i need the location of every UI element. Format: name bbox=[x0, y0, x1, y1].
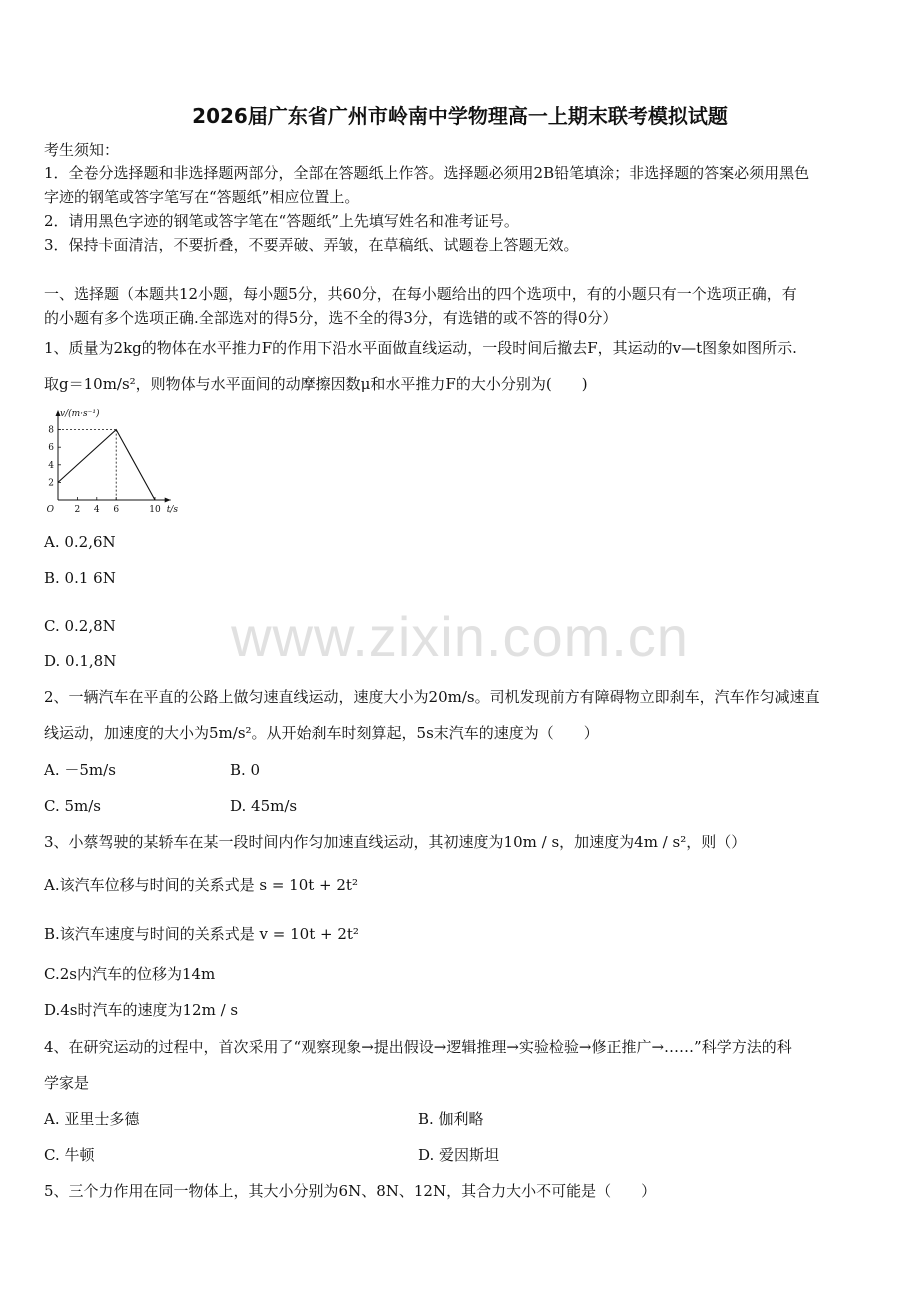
q1-text: 1、质量为2kg的物体在水平推力F的作用下沿水平面做直线运动，一段时间后撤去F，其运动的v—t图象如图所示. bbox=[44, 339, 797, 357]
q4-option-c: C. 牛顿 bbox=[44, 1146, 95, 1164]
q3-option-b: B.该汽车速度与时间的关系式是 v = 10t + 2t² bbox=[44, 925, 359, 943]
series-line bbox=[58, 430, 155, 500]
q1-text-cont: 取g＝10m/s²，则物体与水平面间的动摩擦因数μ和水平推力F的大小分别为( ) bbox=[44, 375, 588, 393]
q3-option-a: A.该汽车位移与时间的关系式是 s = 10t + 2t² bbox=[44, 876, 358, 894]
notice-line: 字迹的钢笔或答字笔写在“答题纸”相应位置上。 bbox=[44, 188, 360, 206]
watermark: www.zixin.com.cn bbox=[231, 605, 689, 668]
q2-text: 2、一辆汽车在平直的公路上做匀速直线运动，速度大小为20m/s。司机发现前方有障碍物立即刹车，汽车作匀减速直 bbox=[44, 688, 820, 706]
x-tick-label: 6 bbox=[113, 505, 120, 515]
q4-text: 4、在研究运动的过程中，首次采用了“观察现象→提出假设→逻辑推理→实验检验→修正推广→……”科学方法的科 bbox=[44, 1038, 792, 1056]
q1-option-a: A. 0.2,6N bbox=[44, 533, 116, 551]
q2-option-b: B. 0 bbox=[230, 761, 261, 779]
y-tick-label: 8 bbox=[48, 425, 54, 436]
q5-text: 5、三个力作用在同一物体上，其大小分别为6N、8N、12N，其合力大小不可能是（ ） bbox=[44, 1182, 657, 1200]
q4-option-a: A. 亚里士多德 bbox=[44, 1110, 140, 1128]
origin-label: O bbox=[46, 505, 54, 515]
q2-option-a: A. －5m/s bbox=[44, 761, 116, 779]
q1-option-b: B. 0.1 6N bbox=[44, 569, 116, 587]
vt-chart bbox=[44, 404, 194, 520]
q3-text: 3、小蔡驾驶的某轿车在某一段时间内作匀加速直线运动，其初速度为10m / s，加速度为4m / s²，则（） bbox=[44, 833, 747, 851]
notice-line: 1．全卷分选择题和非选择题两部分，全部在答题纸上作答。选择题必须用2B铅笔填涂；非选择题的答案必须用黑色 bbox=[44, 164, 810, 182]
q4-text-cont: 学家是 bbox=[44, 1074, 90, 1092]
section-heading: 一、选择题（本题共12小题，每小题5分，共60分，在每小题给出的四个选项中，有的小题只有一个选项正确，有 bbox=[44, 285, 797, 303]
page-title: 2026届广东省广州市岭南中学物理高一上期末联考模拟试题 bbox=[192, 104, 728, 128]
y-tick-label: 4 bbox=[48, 460, 54, 471]
q1-option-c: C. 0.2,8N bbox=[44, 617, 116, 635]
notice-heading: 考生须知： bbox=[44, 141, 120, 159]
notice-line: 3．保持卡面清洁，不要折叠，不要弄破、弄皱，在草稿纸、试题卷上答题无效。 bbox=[44, 236, 579, 254]
y-tick-label: 2 bbox=[48, 478, 54, 489]
q4-option-d: D. 爱因斯坦 bbox=[418, 1146, 500, 1164]
q4-option-b: B. 伽利略 bbox=[418, 1110, 484, 1128]
x-tick-label: 10 bbox=[149, 505, 161, 515]
x-tick-label: 2 bbox=[74, 505, 81, 515]
x-axis-label: t/s bbox=[166, 505, 178, 515]
section-heading-cont: 的小题有多个选项正确.全部选对的得5分，选不全的得3分，有选错的或不答的得0分） bbox=[44, 309, 618, 327]
q3-option-d: D.4s时汽车的速度为12m / s bbox=[44, 1001, 239, 1019]
y-tick-label: 6 bbox=[48, 443, 54, 454]
x-axis-arrow bbox=[165, 498, 171, 503]
notice-line: 2．请用黑色字迹的钢笔或答字笔在“答题纸”上先填写姓名和准考证号。 bbox=[44, 212, 519, 230]
y-axis-label: v/(m·s⁻¹) bbox=[60, 409, 100, 419]
x-tick-label: 4 bbox=[93, 505, 100, 515]
q2-text-cont: 线运动，加速度的大小为5m/s²。从开始刹车时刻算起，5s末汽车的速度为（ ） bbox=[44, 724, 599, 742]
q3-option-c: C.2s内汽车的位移为14m bbox=[44, 965, 216, 983]
q2-option-c: C. 5m/s bbox=[44, 797, 101, 815]
q2-option-d: D. 45m/s bbox=[230, 797, 298, 815]
q1-option-d: D. 0.1,8N bbox=[44, 652, 117, 670]
